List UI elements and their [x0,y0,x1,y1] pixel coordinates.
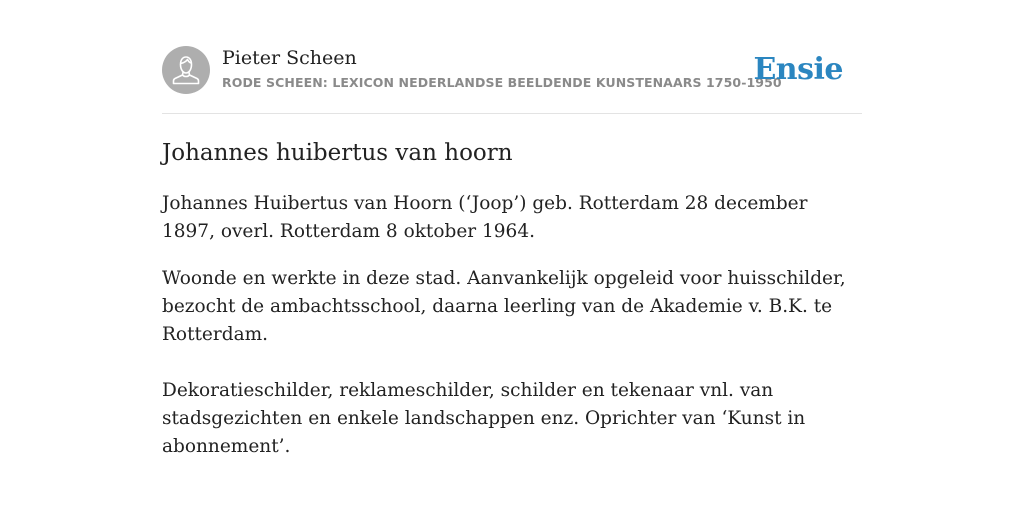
article-paragraph: Johannes Huibertus van Hoorn (‘Joop’) geb. Rotterdam 28 december 1897, overl. Rotterdam 8 oktober 1964. [162,193,808,242]
user-icon [162,46,210,94]
article-paragraph: Woonde en werkte in deze stad. Aanvankelijk opgeleid voor huisschilder, bezocht de ambachtsschool, daarna leerling van de Akademie v. B.K. te Rotterdam. [162,268,846,345]
article-header [162,46,862,96]
article-title: Johannes huibertus van hoorn [162,140,513,166]
author-name[interactable]: Pieter Scheen [222,47,357,69]
article-paragraph: Dekoratieschilder, reklameschilder, schilder en tekenaar vnl. van stadsgezichten en enkele landschappen enz. Oprichter van ‘Kunst in abonnement’. [162,380,806,457]
source-label[interactable]: RODE SCHEEN: LEXICON NEDERLANDSE BEELDENDE KUNSTENAARS 1750-1950 [222,75,782,90]
header-divider [162,113,862,114]
avatar[interactable] [162,46,210,94]
brand-logo[interactable]: Ensie [753,52,843,87]
